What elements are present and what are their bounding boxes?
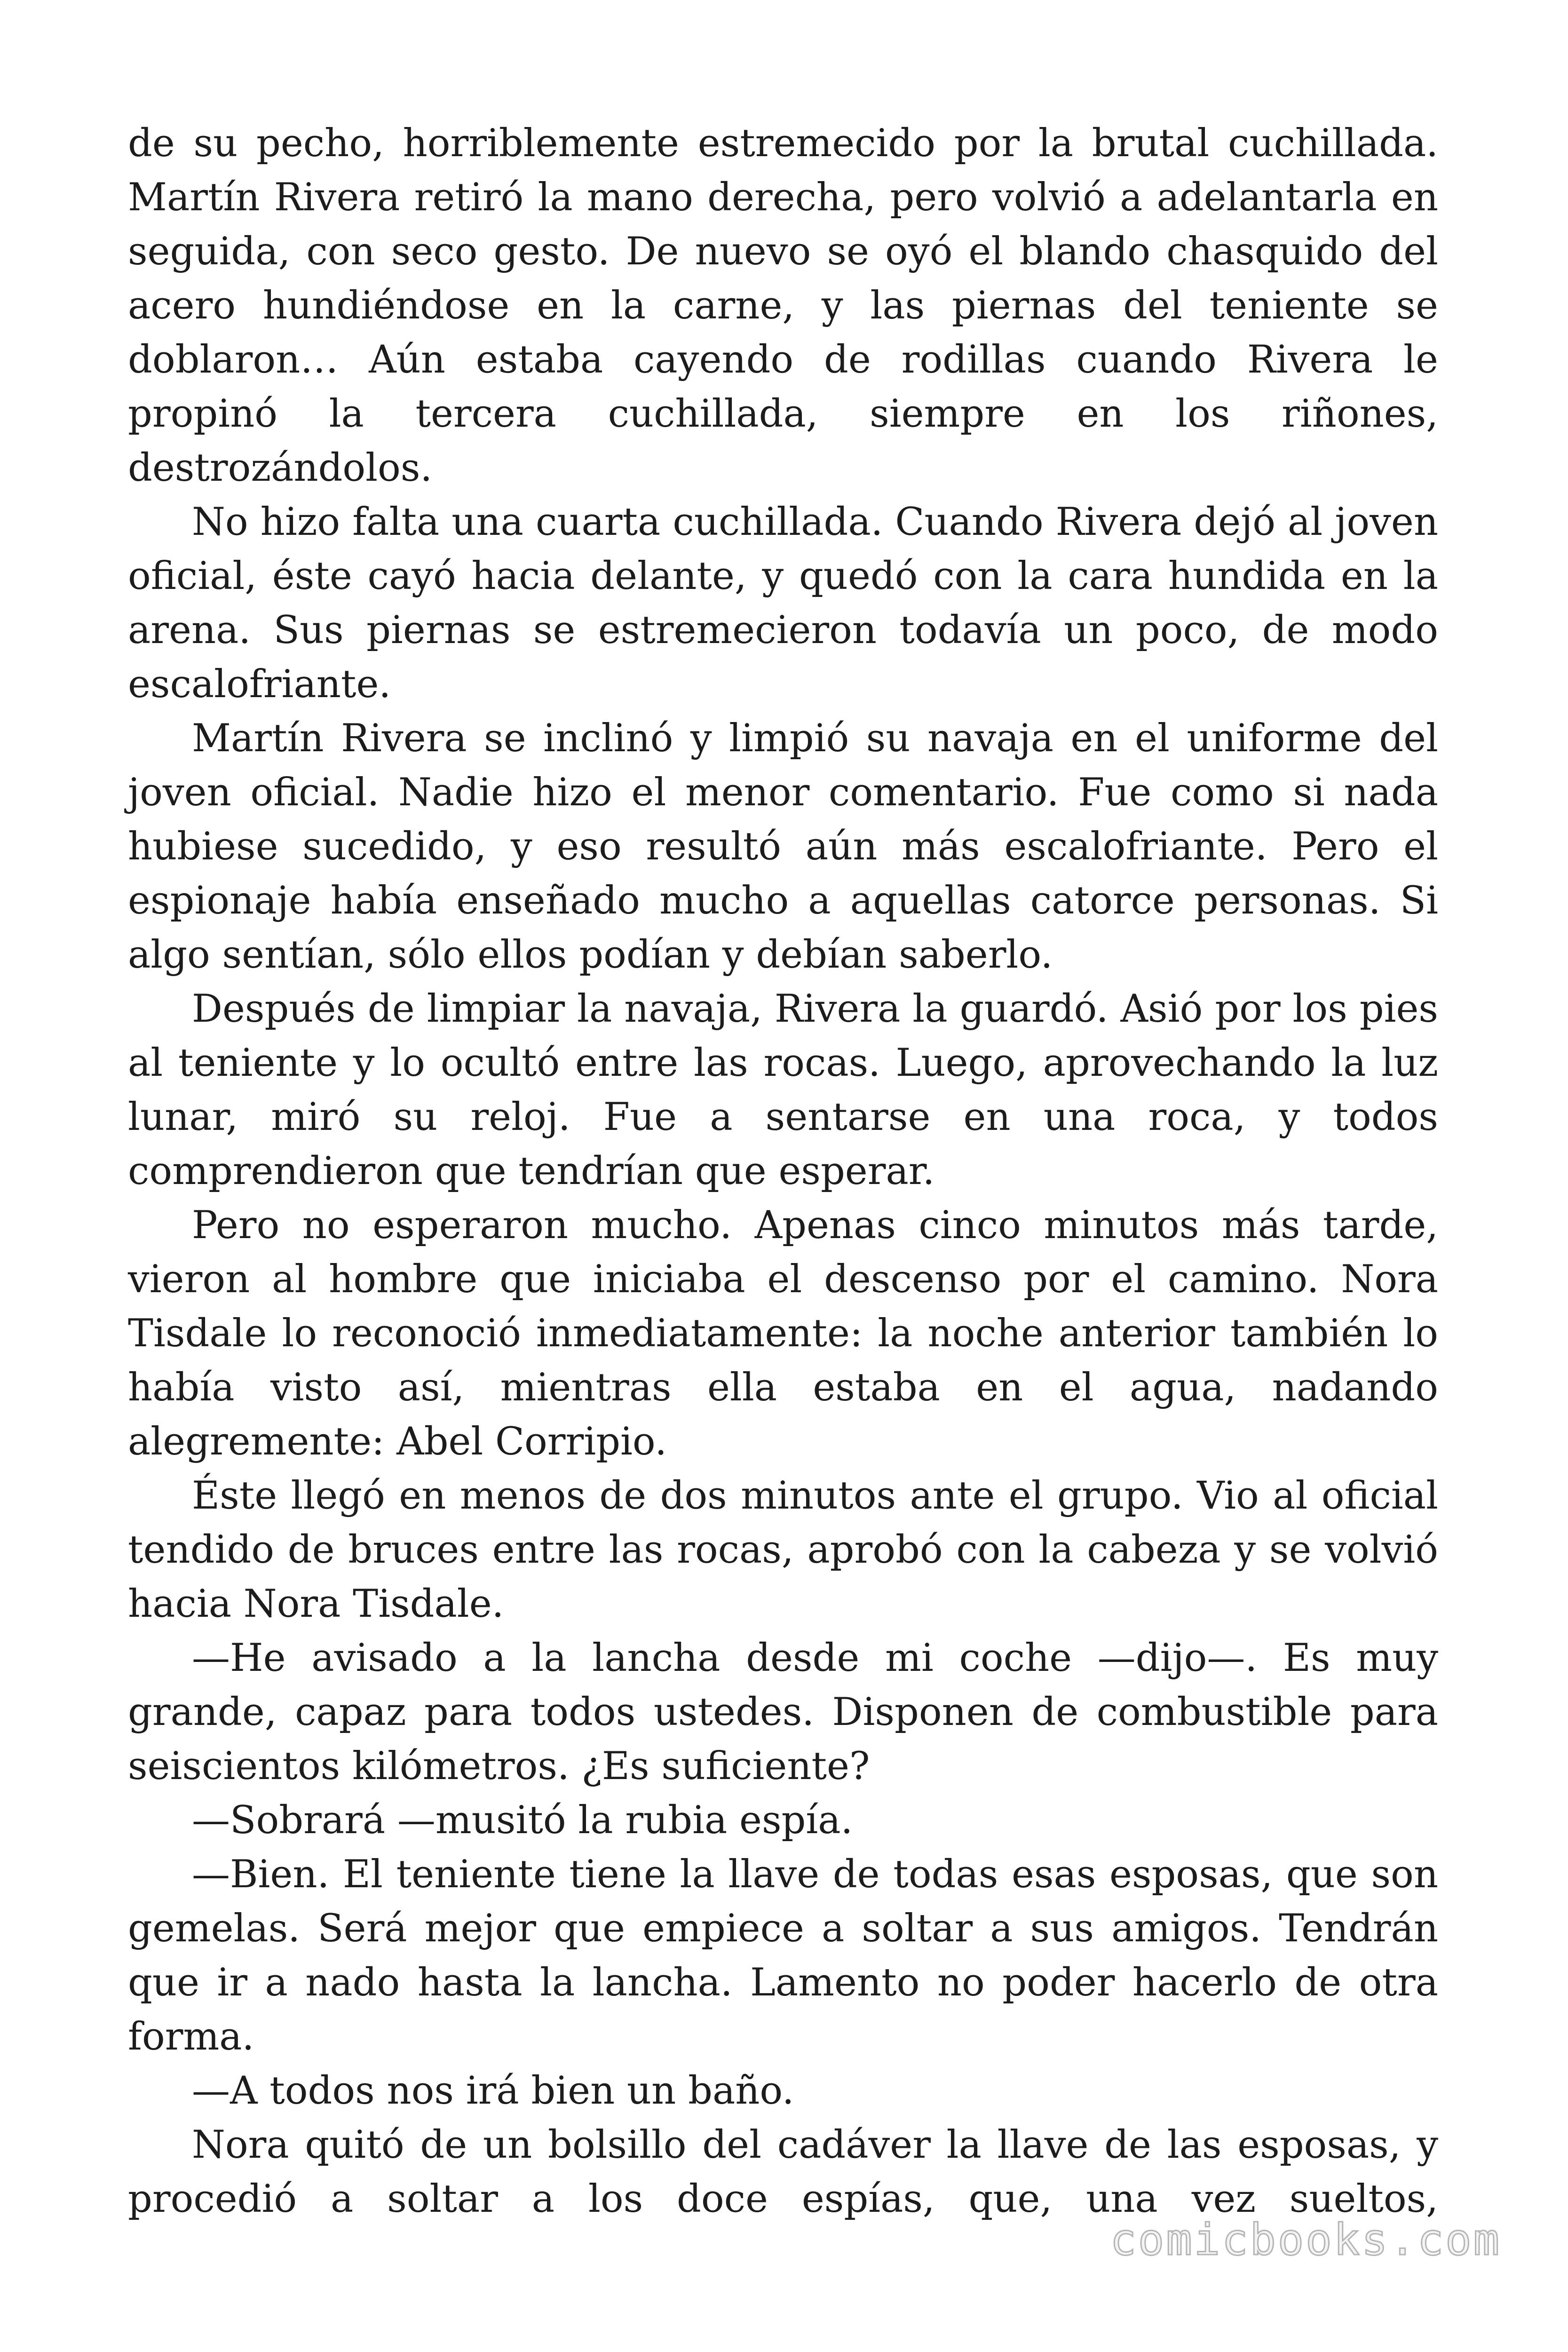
paragraph: —A todos nos irá bien un baño. [192, 2069, 794, 2113]
paragraph: Martín Rivera se inclinó y limpió su navaja en el uniforme del joven oficial. Nadie hizo el menor comentario. Fue como si nada hubiese sucedido, y eso resultó aún más escalofriante. Pero el espionaje había enseñado mucho a aquellas catorce personas. Si algo sentían, sólo ellos podían y debían saberlo. [128, 716, 1438, 977]
paragraph: —Sobrará —musitó la rubia espía. [192, 1798, 853, 1843]
watermark: comicbooks.com [1110, 2215, 1501, 2265]
paragraph: Después de limpiar la navaja, Rivera la guardó. Asió por los pies al teniente y lo ocultó entre las rocas. Luego, aprovechando la luz lunar, miró su reloj. Fue a sentarse en una roca, y todos comprendieron que tendrían que esperar. [128, 987, 1438, 1193]
paragraph: Éste llegó en menos de dos minutos ante el grupo. Vio al oficial tendido de bruces entre las rocas, aprobó con la cabeza y se volvió hacia Nora Tisdale. [128, 1474, 1438, 1626]
paragraph: Nora quitó de un bolsillo del cadáver la llave de las esposas, y procedió a soltar a los doce espías, que, una vez sueltos, [128, 2123, 1438, 2221]
paragraph: —He avisado a la lancha desde mi coche —dijo—. Es muy grande, capaz para todos ustedes. Disponen de combustible para seiscientos kilómetros. ¿Es suficiente? [128, 1636, 1438, 1788]
paragraph: No hizo falta una cuarta cuchillada. Cuando Rivera dejó al joven oficial, éste cayó hacia delante, y quedó con la cara hundida en la arena. Sus piernas se estremecieron todavía un poco, de modo escalofriante. [128, 500, 1438, 707]
paragraph: Pero no esperaron mucho. Apenas cinco minutos más tarde, vieron al hombre que iniciaba el descenso por el camino. Nora Tisdale lo reconoció inmediatamente: la noche anterior también lo había visto así, mientras ella estaba en el agua, nadando alegremente: Abel Corripio. [128, 1203, 1438, 1464]
page-text [128, 117, 1438, 2226]
paragraph: —Bien. El teniente tiene la llave de todas esas esposas, que son gemelas. Será mejor que empiece a soltar a sus amigos. Tendrán que ir a nado hasta la lancha. Lamento no poder hacerlo de otra forma. [128, 1852, 1438, 2059]
paragraph: de su pecho, horriblemente estremecido por la brutal cuchillada. Martín Rivera retiró la mano derecha, pero volvió a adelantarla en seguida, con seco gesto. De nuevo se oyó el blando chasquido del acero hundiéndose en la carne, y las piernas del teniente se doblaron… Aún estaba cayendo de rodillas cuando Rivera le propinó la tercera cuchillada, siempre en los riñones, destrozándolos. [128, 121, 1438, 490]
